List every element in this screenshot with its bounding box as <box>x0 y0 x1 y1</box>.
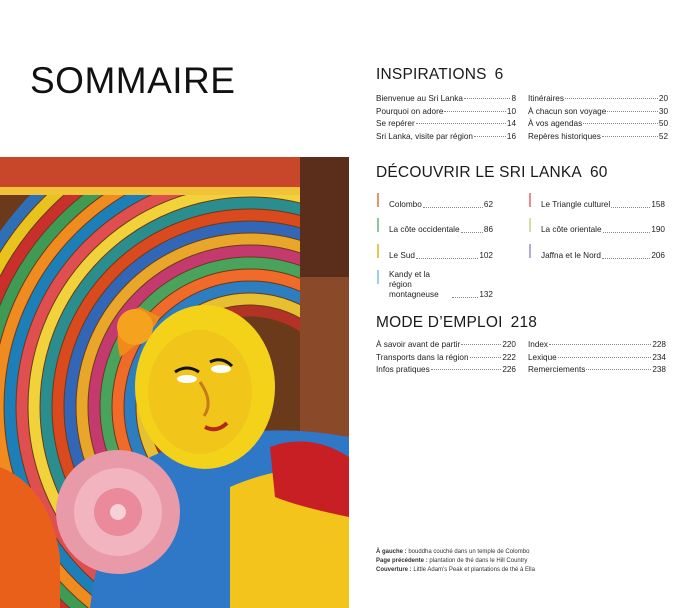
section-title-inspirations <box>376 66 503 84</box>
toc-entry[interactable]: Repères historiques 52 <box>528 132 668 142</box>
toc-list-inspirations-left <box>376 95 516 146</box>
region-color-bar <box>377 244 379 258</box>
section-label: DÉCOUVRIR LE SRI LANKA <box>376 164 582 181</box>
section-page: 6 <box>494 66 504 83</box>
toc-entry[interactable]: Index 228 <box>528 340 666 349</box>
region-entry-kandy[interactable]: Kandy et la région montagneuse 132 <box>377 270 493 294</box>
region-entry-le-sud[interactable]: Le Sud 102 <box>377 244 493 266</box>
toc-list-inspirations-right <box>528 95 668 146</box>
section-title-decouvrir <box>376 164 608 182</box>
section-page: 218 <box>510 314 538 331</box>
region-color-bar <box>377 193 379 207</box>
region-color-bar <box>529 218 531 232</box>
page-title: SOMMAIRE <box>30 60 236 101</box>
toc-entry[interactable]: À chacun son voyage 30 <box>528 106 668 116</box>
toc-entry[interactable]: Pourquoi on adore 10 <box>376 106 516 116</box>
section-title-mode-emploi <box>376 314 537 332</box>
toc-entry[interactable]: Sri Lanka, visite par région 16 <box>376 132 516 142</box>
region-entry-cote-occidentale[interactable]: La côte occidentale 86 <box>377 218 493 240</box>
caption-line: Couverture : Little Adam’s Peak et plantations de thé à Ella <box>376 567 535 573</box>
toc-entry[interactable]: Bienvenue au Sri Lanka 8 <box>376 94 516 103</box>
toc-entry[interactable]: Se repérer 14 <box>376 119 516 129</box>
section-label: INSPIRATIONS <box>376 66 487 83</box>
caption-line: À gauche : bouddha couché dans un temple de Colombo <box>376 549 530 555</box>
toc-list-mode-emploi-left <box>376 341 516 379</box>
caption-line: Page précédente : plantation de thé dans le Hill Country <box>376 558 528 564</box>
toc-entry[interactable]: Transports dans la région 222 <box>376 352 516 362</box>
toc-entry[interactable]: Itinéraires 20 <box>528 94 668 103</box>
toc-entry[interactable]: Infos pratiques 226 <box>376 365 516 375</box>
section-label: MODE D’EMPLOI <box>376 314 503 331</box>
region-color-bar <box>377 218 379 232</box>
region-color-bar <box>377 270 379 284</box>
photo-captions <box>376 548 535 575</box>
toc-entry[interactable]: À vos agendas 50 <box>528 119 668 129</box>
toc-entry[interactable]: Remerciements 238 <box>528 365 666 375</box>
region-entry-colombo[interactable]: Colombo 62 <box>377 193 493 215</box>
region-color-bar <box>529 193 531 207</box>
region-color-bar <box>529 244 531 258</box>
region-entry-jaffna[interactable]: Jaffna et le Nord 206 <box>529 244 665 266</box>
section-page: 60 <box>589 164 608 181</box>
toc-entry[interactable]: Lexique 234 <box>528 352 666 362</box>
reclining-buddha-photo <box>0 157 349 608</box>
region-entry-cote-orientale[interactable]: La côte orientale 190 <box>529 218 665 240</box>
region-entry-triangle-culturel[interactable]: Le Triangle culturel 158 <box>529 193 665 215</box>
toc-list-mode-emploi-right <box>528 341 666 379</box>
toc-entry[interactable]: À savoir avant de partir 220 <box>376 340 516 349</box>
